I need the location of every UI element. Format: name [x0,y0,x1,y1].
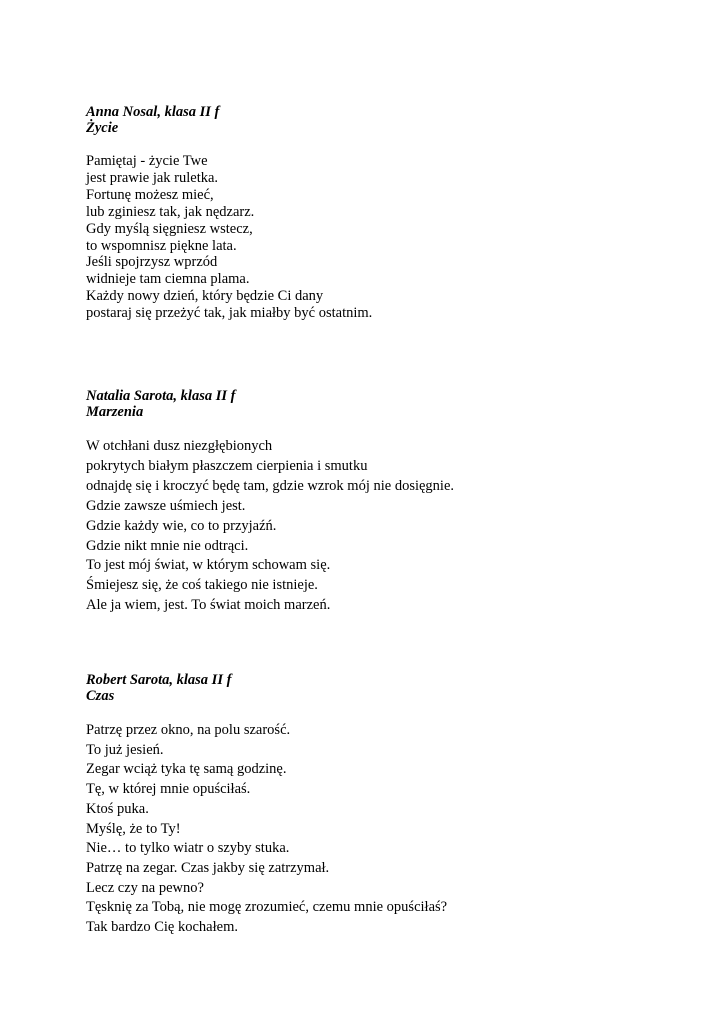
poem-line: Myślę, że to Ty! [86,820,181,837]
poem-header [86,104,372,136]
poem-line: Ale ja wiem, jest. To świat moich marzeń. [86,597,331,614]
poem-marzenia [86,388,454,616]
poem-czas [86,672,447,938]
poem-header [86,388,454,420]
poem-line: Śmiejesz się, że coś takiego nie istnieje. [86,577,318,594]
poem-line: pokrytych białym płaszczem cierpienia i smutku [86,457,368,474]
poem-title: Czas [86,688,115,704]
poem-line: To już jesień. [86,741,164,758]
poem-lines [86,437,454,616]
poem-line: Każdy nowy dzień, który będzie Ci dany [86,288,324,305]
poem-line: W otchłani dusz niezgłębionych [86,438,273,454]
poem-line: Tę, w której mnie opuściłaś. [86,781,251,798]
poem-line: Gdzie zawsze uśmiech jest. [86,497,246,514]
poem-line: Gdzie każdy wie, co to przyjaźń. [86,517,277,534]
poem-line: odnajdę się i kroczyć będę tam, gdzie wzrok mój nie dosięgnie. [86,477,455,494]
poem-line: Patrzę przez okno, na polu szarość. [86,722,291,738]
poem-line: Pamiętaj - życie Twe [86,153,208,169]
poem-line: To jest mój świat, w którym schowam się. [86,557,331,574]
poem-line: postaraj się przeżyć tak, jak miałby być ostatnim. [86,305,373,322]
poem-line: Tak bardzo Cię kochałem. [86,919,238,936]
poem-author: Anna Nosal, klasa II f [86,104,220,120]
poem-line: Patrzę na zegar. Czas jakby się zatrzymał. [86,859,330,876]
poem-line: to wspomnisz piękne lata. [86,237,237,254]
poem-line: Nie… to tylko wiatr o szyby stuka. [86,840,290,857]
poem-line: Gdzie nikt mnie nie odtrąci. [86,537,249,554]
poem-line: widnieje tam ciemna plama. [86,271,250,288]
poem-line: Ktoś puka. [86,800,149,817]
poem-header [86,672,447,704]
poem-author: Natalia Sarota, klasa II f [86,388,236,404]
poem-line: jest prawie jak ruletka. [86,169,219,186]
poem-line: Jeśli spojrzysz wprzód [86,254,218,271]
poem-lines [86,153,372,322]
poem-line: Lecz czy na pewno? [86,879,204,896]
poem-line: Tęsknię za Tobą, nie mogę zrozumieć, czemu mnie opuściłaś? [86,899,448,916]
poem-line: Fortunę możesz mieć, [86,186,214,203]
poem-line: Zegar wciąż tyka tę samą godzinę. [86,761,287,778]
poem-author: Robert Sarota, klasa II f [86,672,232,688]
poem-line: Gdy myślą sięgniesz wstecz, [86,220,253,237]
poem-title: Życie [86,120,119,136]
poem-title: Marzenia [86,404,144,420]
poem-zycie [86,104,372,322]
poem-line: lub zginiesz tak, jak nędzarz. [86,203,255,220]
poem-lines [86,721,447,938]
